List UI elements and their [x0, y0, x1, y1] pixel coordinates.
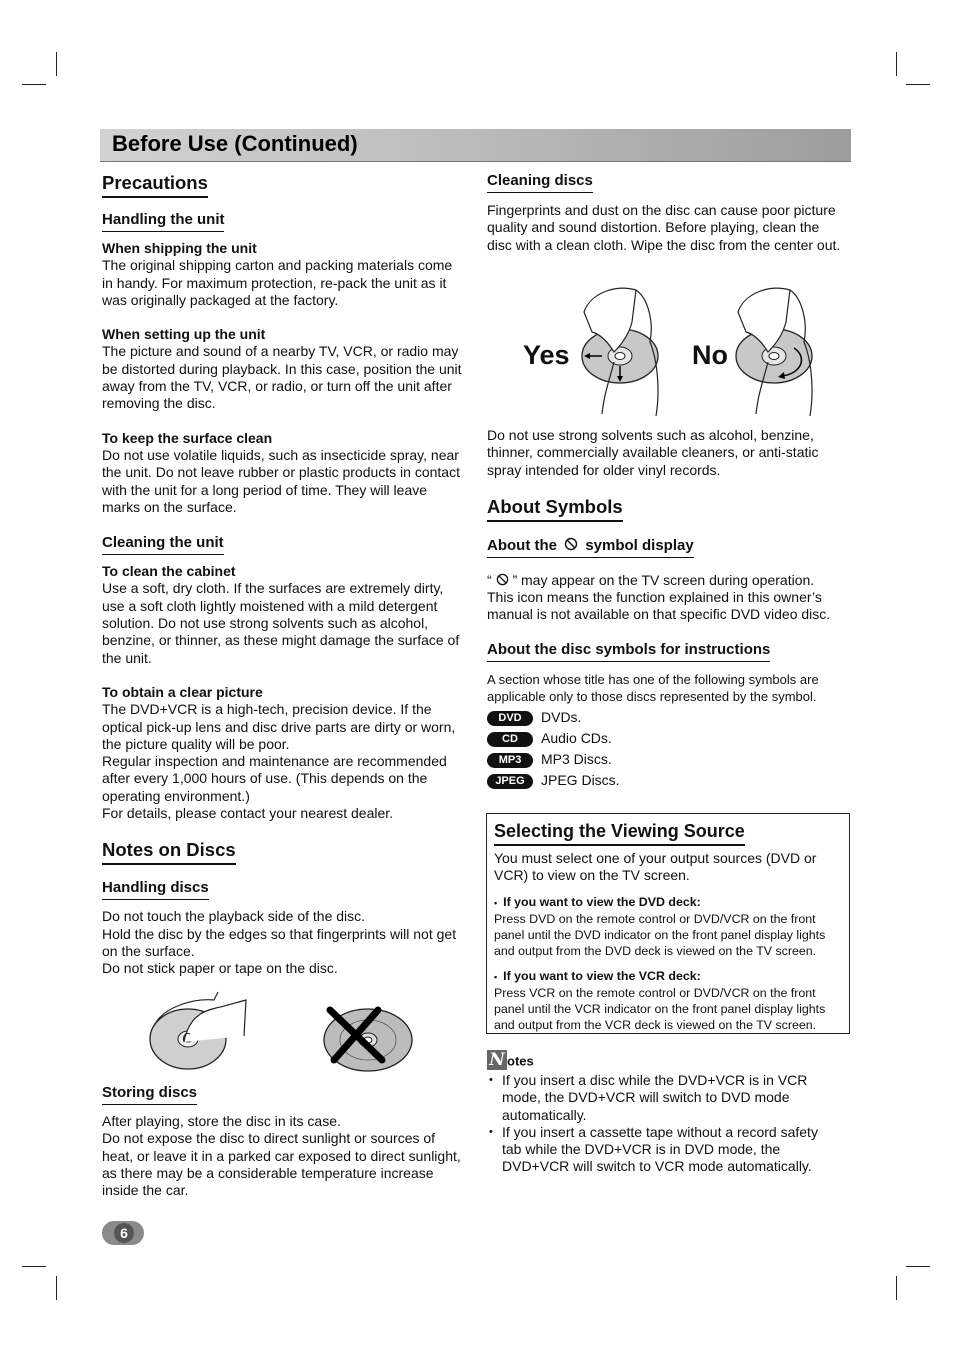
crop-mark [56, 52, 57, 76]
about-symbols-heading: About Symbols [487, 496, 623, 522]
cleaning-unit-heading: Cleaning the unit [102, 534, 224, 555]
surface-text: Do not use volatile liquids, such as insecticide spray, near the unit. Do not leave rubber or plastic products in contact with the unit for a long period of time. They will leave marks on the surface. [102, 446, 460, 515]
notes-list [487, 1072, 837, 1176]
disc-symbol-label: DVDs. [541, 708, 582, 725]
notes-discs-heading: Notes on Discs [102, 839, 236, 865]
dealer-text: For details, please contact your nearest dealer. [102, 805, 394, 822]
disc-symbol-row [487, 728, 842, 749]
dvd-deck-subheading-text: If you want to view the DVD deck: [503, 895, 701, 909]
handling-discs-text: Do not touch the playback side of the disc. [102, 908, 366, 925]
crop-mark [22, 1266, 46, 1267]
disc-symbols-heading: About the disc symbols for instructions [487, 641, 770, 662]
precautions-heading: Precautions [102, 172, 208, 198]
left-column [102, 172, 462, 978]
storing-text: Do not expose the disc to direct sunlight or sources of heat, or leave it in a parked car exposed to direct sunlight, as there may be a considerable temperature increase inside the car. [102, 1130, 461, 1199]
vcr-deck-subheading-text: If you want to view the VCR deck: [503, 969, 701, 983]
picture-subheading: To obtain a clear picture [102, 683, 263, 700]
cd-badge: CD [487, 732, 533, 747]
note-item: • If you insert a disc while the DVD+VCR is in VCR mode, the DVD+VCR will switch to DVD mode automatically. [487, 1072, 837, 1124]
right-column-top [487, 172, 842, 254]
page-title: Before Use (Continued) [112, 131, 358, 156]
handling-discs-text: Do not stick paper or tape on the disc. [102, 960, 338, 977]
open-quote: “ [487, 571, 492, 588]
prohibited-icon [564, 537, 578, 551]
solvents-text: Do not use strong solvents such as alcohol, benzine, thinner, commercially available cleaners, or anti-static spray intended for older vinyl records. [487, 427, 819, 478]
jpeg-badge: JPEG [487, 774, 533, 789]
dvd-badge: DVD [487, 711, 533, 726]
section-header-bar [100, 129, 851, 162]
right-column-middle [487, 427, 842, 791]
note-item: • If you insert a cassette tape without a record safety tab while the DVD+VCR is in DVD mode, the DVD+VCR will switch to VCR mode automatically. [487, 1124, 837, 1176]
notes-icon: N [487, 1050, 507, 1070]
viewing-source-heading: Selecting the Viewing Source [494, 820, 745, 846]
storing-discs-heading: Storing discs [102, 1084, 197, 1105]
picture-text: The DVD+VCR is a high-tech, precision device. If the optical pick-up lens and disc drive parts are dirty or worn, the picture quality will be poor. [102, 701, 456, 752]
handling-unit-heading: Handling the unit [102, 211, 224, 232]
bullet-icon: • [494, 972, 498, 982]
symbol-display-text [487, 572, 842, 624]
dvd-deck-text: Press DVD on the remote control or DVD/VCR on the front panel until the DVD indicator on the front panel display lights and output from the DVD deck is viewed on the TV screen. [494, 912, 826, 958]
viewing-source-box [486, 813, 850, 1034]
storing-discs-section [102, 1084, 462, 1199]
notes-section [487, 1050, 837, 1176]
disc-cleaning-wrong-illustration [728, 282, 820, 418]
disc-symbols-text: A section whose title has one of the following symbols are applicable only to those discs represented by the symbol. [487, 671, 819, 704]
disc-symbol-label: MP3 Discs. [541, 750, 612, 767]
cabinet-subheading: To clean the cabinet [102, 563, 236, 580]
cleaning-discs-text: Fingerprints and dust on the disc can cause poor picture quality and sound distortion. Before playing, clean the disc with a clean cloth. Wipe the disc from the center out. [487, 202, 841, 253]
page-number: 6 [114, 1223, 134, 1243]
crop-mark [906, 1266, 930, 1267]
disc-symbol-row [487, 707, 842, 728]
crop-mark [906, 84, 930, 85]
shipping-subheading: When shipping the unit [102, 240, 257, 256]
cleaning-discs-heading: Cleaning discs [487, 172, 593, 193]
viewing-source-intro: You must select one of your output sources (DVD or VCR) to view on the TV screen. [494, 850, 817, 883]
disc-cleaning-correct-illustration [574, 282, 666, 418]
symbol-display-body: ” may appear on the TV screen during operation. This icon means the function explained in this owner’s manual is not available on that specific DVD video disc. [487, 571, 831, 623]
shipping-text: The original shipping carton and packing materials come in handy. For maximum protection, re-pack the unit as it was originally packaged at the factory. [102, 257, 453, 308]
yes-label: Yes [523, 340, 570, 370]
surface-subheading: To keep the surface clean [102, 429, 273, 446]
crop-mark [896, 1276, 897, 1300]
bullet-icon: • [494, 898, 498, 908]
disc-handling-correct-illustration [146, 986, 256, 1072]
setting-text: The picture and sound of a nearby TV, VCR, or radio may be distorted during playback. In this case, position the unit away from the TV, VCR, or radio, or turn off the unit after removing the disc. [102, 343, 462, 412]
disc-symbol-label: JPEG Discs. [541, 771, 620, 788]
crop-mark [56, 1276, 57, 1300]
handling-discs-heading: Handling discs [102, 879, 209, 900]
handling-discs-text: Hold the disc by the edges so that fingerprints will not get on the surface. [102, 925, 457, 959]
notes-heading [487, 1050, 837, 1070]
maintenance-text: Regular inspection and maintenance are recommended after every 1,000 hours of use. (This depends on the operating environment.) [102, 753, 447, 804]
no-label: No [692, 340, 728, 370]
dvd-deck-subheading [494, 894, 844, 911]
crop-mark [896, 52, 897, 76]
disc-handling-wrong-illustration [320, 1004, 416, 1074]
page-number-badge [102, 1221, 144, 1245]
notes-heading-text: otes [507, 1053, 534, 1069]
storing-text: After playing, store the disc in its case. [102, 1113, 341, 1129]
vcr-deck-text: Press VCR on the remote control or DVD/VCR on the front panel until the VCR indicator on the front panel display lights and output from the VCR deck is viewed on the TV screen. [494, 986, 826, 1032]
disc-symbol-row [487, 770, 842, 791]
setting-subheading: When setting up the unit [102, 326, 266, 343]
cabinet-text: Use a soft, dry cloth. If the surfaces are extremely dirty, use a soft cloth lightly moistened with a mild detergent solution. Do not use strong solvents such as alcohol, benzine, or thinner, as these might damage the surface of the unit. [102, 580, 460, 666]
mp3-badge: MP3 [487, 753, 533, 768]
symbol-display-heading-post: symbol display [585, 536, 694, 554]
prohibited-icon [496, 573, 509, 586]
disc-symbol-row [487, 749, 842, 770]
symbol-display-heading-pre: About the [487, 536, 557, 554]
crop-mark [22, 84, 46, 85]
vcr-deck-subheading [494, 968, 844, 985]
symbol-display-heading [487, 537, 694, 558]
disc-symbol-label: Audio CDs. [541, 729, 612, 746]
disc-symbol-list [487, 707, 842, 791]
